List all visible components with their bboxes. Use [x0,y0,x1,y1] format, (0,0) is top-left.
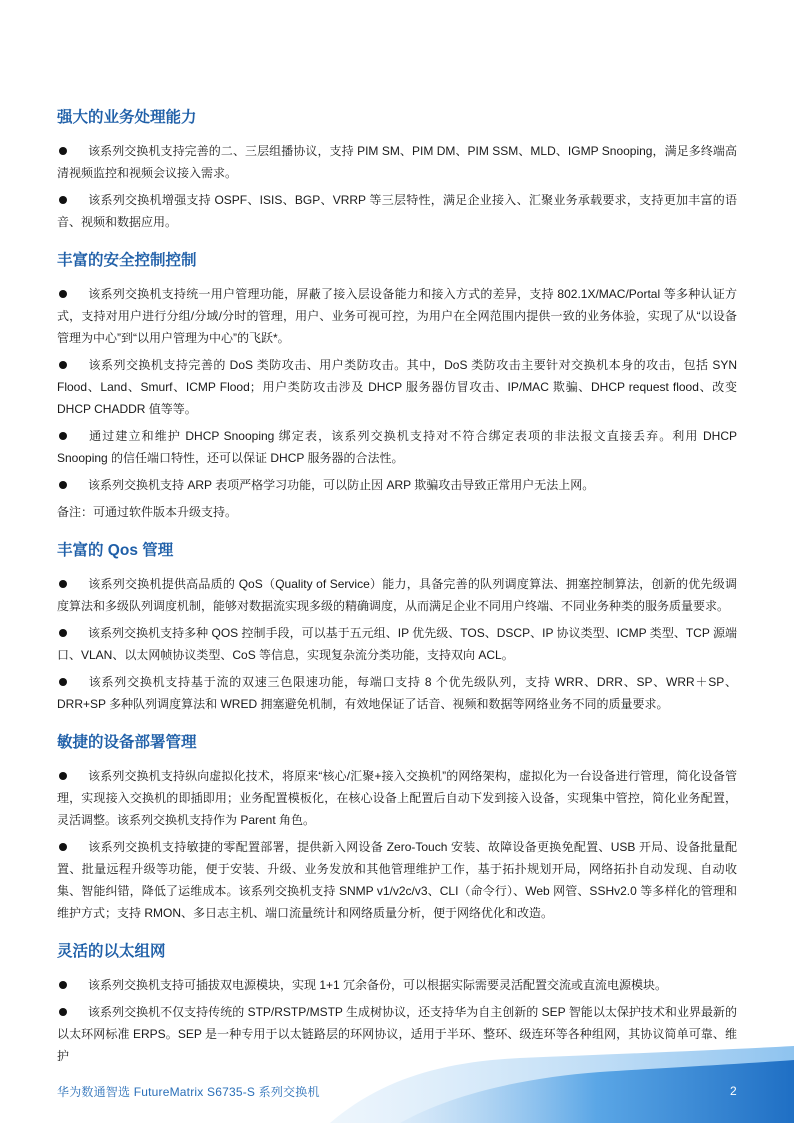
bullet-paragraph: 该系列交换机支持可插拔双电源模块，实现 1+1 冗余备份，可以根据实际需要灵活配置交流或直流电源模块。 [57,974,737,996]
footer-wave-graphic [0,1040,794,1123]
bullet-icon [59,432,67,440]
bullet-paragraph: 该系列交换机支持统一用户管理功能，屏蔽了接入层设备能力和接入方式的差异，支持 802.1X/MAC/Portal 等多种认证方式，支持对用户进行分组/分域/分时的管理，用户、业务可视可控，为用户在全网范围内提供一致的业务体验，实现了从“以设备管理为中心”到“以用户管理为中心”的飞跃*。 [57,287,737,345]
note-text: 备注：可通过软件版本升级支持。 [57,505,238,519]
bullet-icon [59,290,67,298]
bullet-icon [59,580,67,588]
bullet-paragraph: 该系列交换机增强支持 OSPF、ISIS、BGP、VRRP 等三层特性，满足企业接入、汇聚业务承载要求，支持更加丰富的语音、视频和数据应用。 [57,193,737,229]
bullet-icon [59,678,67,686]
bullet-paragraph: 该系列交换机不仅支持传统的 STP/RSTP/MSTP 生成树协议，还支持华为自主创新的 SEP 智能以太保护技术和业界最新的以太环网标准 ERPS。SEP 是一种专用于以太链路层的环网协议，适用于半环、整环、级连环等各种组网，其协议简单可靠、维护 [57,1005,737,1063]
section-service-processing [57,104,737,233]
section-heading: 丰富的安全控制控制 [57,252,197,269]
bullet-icon [59,361,67,369]
bullet-icon [59,981,67,989]
bullet-icon [59,1008,67,1016]
document-content [57,104,737,1081]
bullet-icon [59,481,67,489]
bullet-icon [59,772,67,780]
bullet-paragraph: 该系列交换机支持敏捷的零配置部署，提供新入网设备 Zero-Touch 安装、故障设备更换免配置、USB 开局、设备批量配置、批量远程升级等功能，便于安装、升级、业务发放和其他管理维护工作，基于拓扑规划开局，网络拓扑自动发现、自动收集、智能纠错，降低了运维成本。该系列交换机支持 SNMP v1/v2c/v3、CLI（命令行）、Web 网管、SSHv2.0 等多样化的管理和维护方式；支持 RMON、多日志主机、端口流量统计和网络质量分析，便于网络优化和改造。 [57,840,737,920]
page-number: 2 [730,1084,737,1098]
bullet-paragraph: 该系列交换机支持纵向虚拟化技术，将原来“核心/汇聚+接入交换机”的网络架构，虚拟化为一台设备进行管理，简化设备管理，实现接入交换机的即插即用；业务配置模板化，在核心设备上配置后自动下发到接入设备，实现集中管控，简化业务配置，灵活调整。该系列交换机支持作为 Parent 角色。 [57,769,737,827]
section-qos [57,537,737,715]
bullet-icon [59,147,67,155]
bullet-paragraph: 该系列交换机支持基于流的双速三色限速功能，每端口支持 8 个优先级队列，支持 WRR、DRR、SP、WRR＋SP、DRR+SP 多种队列调度算法和 WRED 拥塞避免机制，有效地保证了话音、视频和数据等网络业务不同的质量要求。 [57,675,737,711]
bullet-paragraph: 该系列交换机支持完善的 DoS 类防攻击、用户类防攻击。其中，DoS 类防攻击主要针对交换机本身的攻击，包括 SYN Flood、Land、Smurf、ICMP Flood；用户类防攻击涉及 DHCP 服务器仿冒攻击、IP/MAC 欺骗、DHCP request flood、改变 DHCP CHADDR 值等等。 [57,358,737,416]
section-heading: 灵活的以太组网 [57,943,166,960]
section-heading: 敏捷的设备部署管理 [57,734,197,751]
bullet-paragraph: 该系列交换机支持完善的二、三层组播协议，支持 PIM SM、PIM DM、PIM SSM、MLD、IGMP Snooping，满足多终端高清视频监控和视频会议接入需求。 [57,144,737,180]
bullet-paragraph: 该系列交换机提供高品质的 QoS（Quality of Service）能力，具备完善的队列调度算法、拥塞控制算法，创新的优先级调度算法和多级队列调度机制，能够对数据流实现多级的精确调度，从而满足企业不同用户终端、不同业务种类的服务质量要求。 [57,577,737,613]
bullet-paragraph: 该系列交换机支持 ARP 表项严格学习功能，可以防止因 ARP 欺骗攻击导致正常用户无法上网。 [57,474,737,496]
bullet-icon [59,196,67,204]
bullet-paragraph: 通过建立和维护 DHCP Snooping 绑定表，该系列交换机支持对不符合绑定表项的非法报文直接丢弃。利用 DHCP Snooping 的信任端口特性，还可以保证 DHCP 服务器的合法性。 [57,429,737,465]
section-deployment-management [57,729,737,924]
section-heading: 强大的业务处理能力 [57,109,197,126]
section-heading: 丰富的 Qos 管理 [57,542,174,559]
footer-product-name: 华为数通智选 FutureMatrix S6735-S 系列交换机 [57,1085,320,1099]
bullet-icon [59,843,67,851]
bullet-paragraph: 该系列交换机支持多种 QOS 控制手段，可以基于五元组、IP 优先级、TOS、DSCP、IP 协议类型、ICMP 类型、TCP 源端口、VLAN、以太网帧协议类型、CoS 等信息，实现复杂流分类功能，支持双向 ACL。 [57,626,737,662]
bullet-icon [59,629,67,637]
section-security-control [57,247,737,523]
